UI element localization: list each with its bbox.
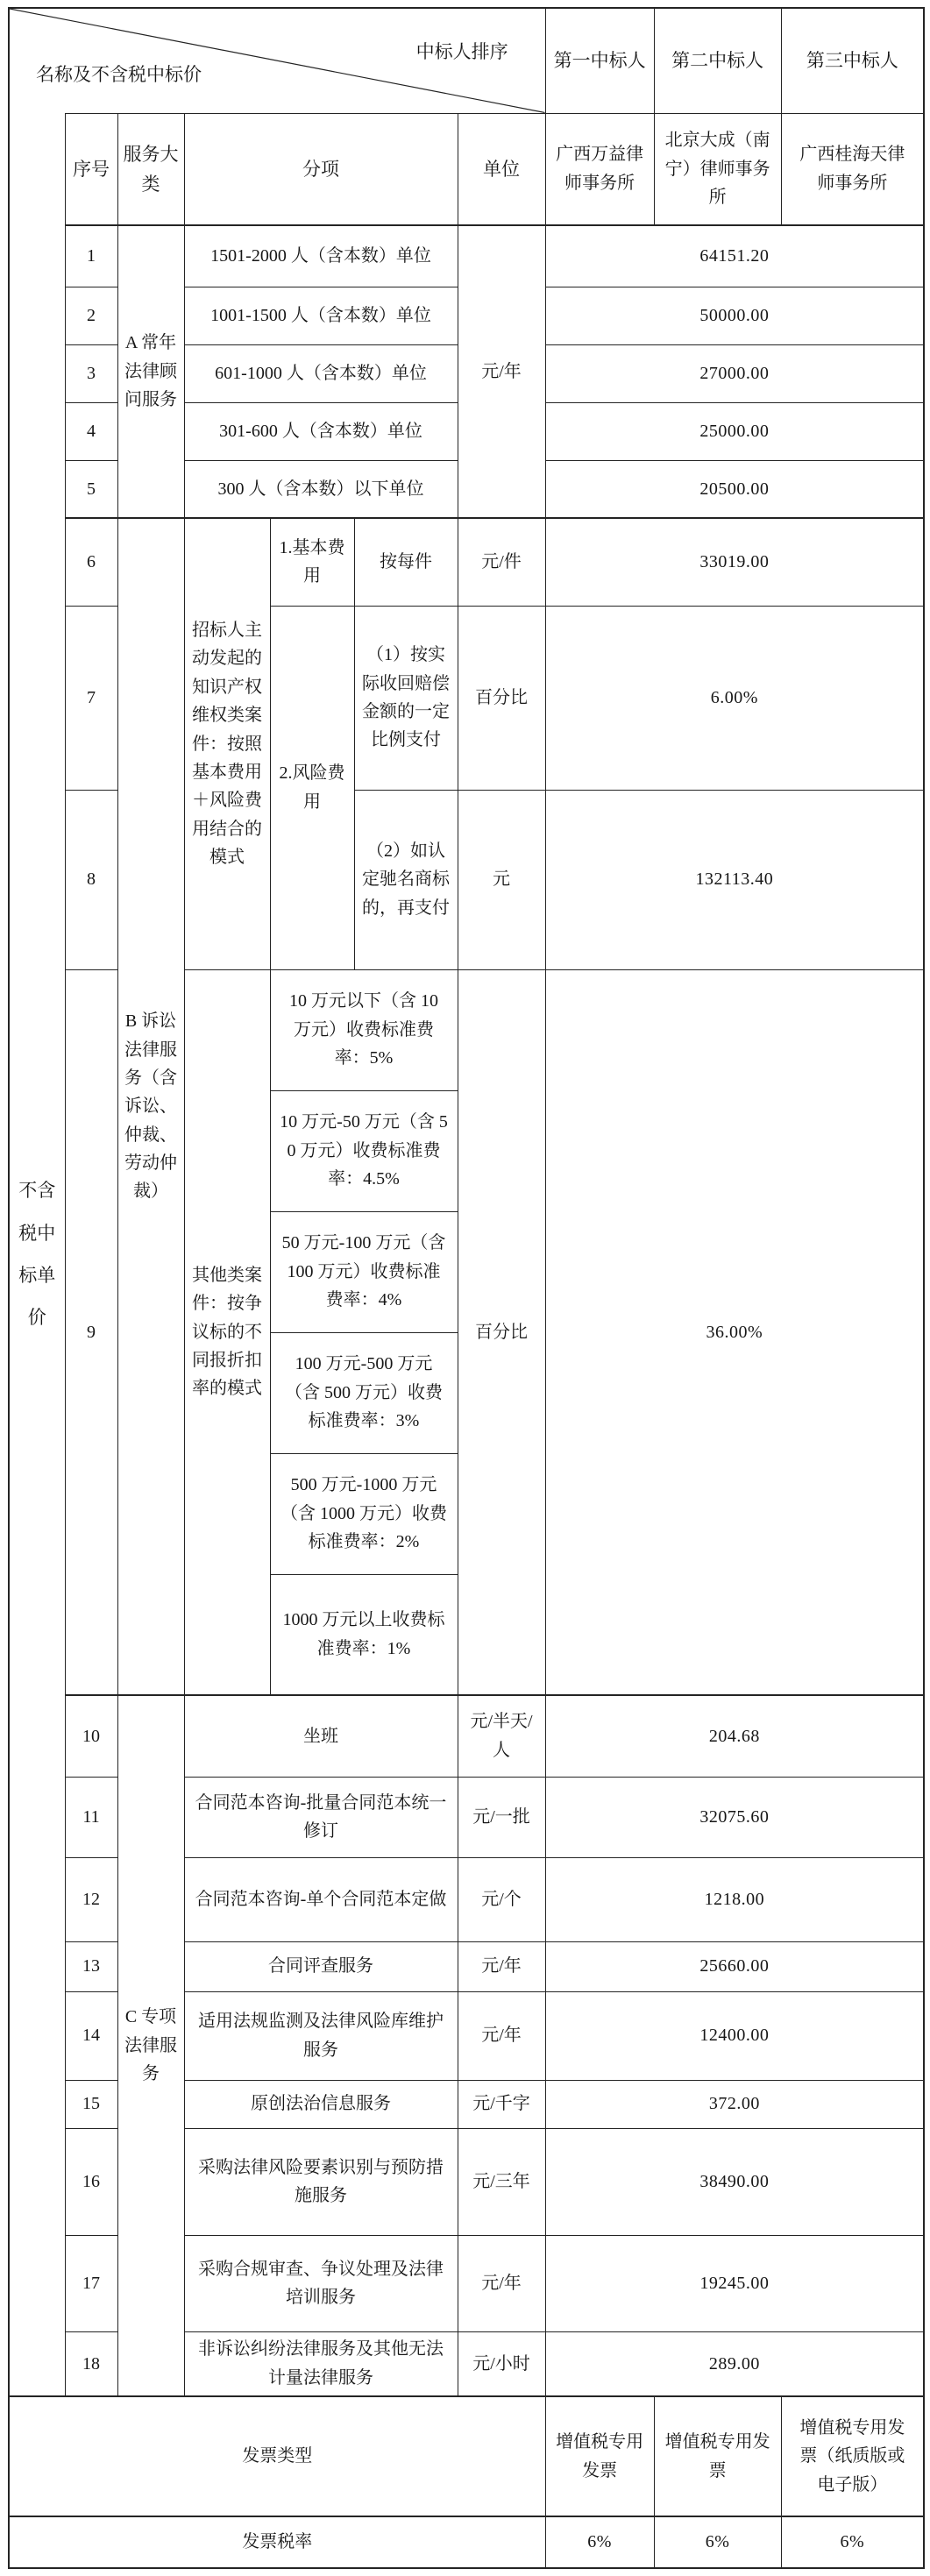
tier-cell: 50 万元-100 万元（含 100 万元）收费标准费率：4% bbox=[270, 1211, 458, 1332]
corner-label-bidder-rank: 中标人排序 bbox=[415, 41, 508, 62]
category-c-cell: C 专项法律服务 bbox=[117, 1695, 184, 2396]
col-header-serial: 序号 bbox=[65, 113, 117, 225]
unit-cell: 百分比 bbox=[458, 606, 545, 790]
serial-cell: 17 bbox=[65, 2235, 117, 2331]
bidder-name-first: 广西万益律师事务所 bbox=[545, 113, 654, 225]
value-cell: 289.00 bbox=[545, 2331, 924, 2396]
value-cell: 20500.00 bbox=[545, 460, 924, 518]
value-cell: 19245.00 bbox=[545, 2235, 924, 2331]
fee-group-cell: 其他类案件：按争议标的不同报折扣率的模式 bbox=[184, 969, 270, 1695]
value-cell: 1218.00 bbox=[545, 1857, 924, 1941]
bidder-name-second: 北京大成（南宁）律师事务所 bbox=[654, 113, 781, 225]
item-cell: 采购合规审查、争议处理及法律培训服务 bbox=[184, 2235, 458, 2331]
fee-detail-cell: 按每件 bbox=[354, 518, 458, 606]
serial-cell: 1 bbox=[65, 225, 117, 287]
serial-cell: 18 bbox=[65, 2331, 117, 2396]
fee-group-cell: 招标人主动发起的知识产权维权类案件：按照基本费用＋风险费用结合的模式 bbox=[184, 518, 270, 969]
rank-col-first: 第一中标人 bbox=[545, 8, 654, 113]
item-cell: 601-1000 人（含本数）单位 bbox=[184, 344, 458, 402]
row-10 bbox=[9, 1695, 924, 1777]
item-cell: 合同评查服务 bbox=[184, 1941, 458, 1991]
invoice-type-third: 增值税专用发票（纸质版或电子版） bbox=[781, 2396, 924, 2516]
item-cell: 适用法规监测及法律风险库维护服务 bbox=[184, 1991, 458, 2080]
value-cell: 25660.00 bbox=[545, 1941, 924, 1991]
corner-header-cell bbox=[9, 8, 545, 113]
item-cell: 1001-1500 人（含本数）单位 bbox=[184, 287, 458, 344]
category-b-cell: B 诉讼法律服务（含诉讼、仲裁、劳动仲裁） bbox=[117, 518, 184, 1695]
serial-cell: 5 bbox=[65, 460, 117, 518]
value-cell: 64151.20 bbox=[545, 225, 924, 287]
item-cell: 坐班 bbox=[184, 1695, 458, 1777]
value-cell: 12400.00 bbox=[545, 1991, 924, 2080]
value-cell: 33019.00 bbox=[545, 518, 924, 606]
serial-cell: 4 bbox=[65, 402, 117, 460]
unit-cell: 元/小时 bbox=[458, 2331, 545, 2396]
item-cell: 非诉讼纠纷法律服务及其他无法计量法律服务 bbox=[184, 2331, 458, 2396]
item-cell: 300 人（含本数）以下单位 bbox=[184, 460, 458, 518]
rank-col-third: 第三中标人 bbox=[781, 8, 924, 113]
side-label-unit-price: 不含税中标单价 bbox=[9, 113, 65, 2396]
item-cell: 采购法律风险要素识别与预防措施服务 bbox=[184, 2128, 458, 2235]
header-columns-row bbox=[9, 113, 924, 225]
unit-cell: 元/三年 bbox=[458, 2128, 545, 2235]
serial-cell: 12 bbox=[65, 1857, 117, 1941]
rank-col-second: 第二中标人 bbox=[654, 8, 781, 113]
value-cell: 32075.60 bbox=[545, 1777, 924, 1857]
unit-cell: 元/年 bbox=[458, 225, 545, 518]
serial-cell: 16 bbox=[65, 2128, 117, 2235]
col-header-category: 服务大类 bbox=[117, 113, 184, 225]
serial-cell: 7 bbox=[65, 606, 117, 790]
category-a-cell: A 常年法律顾问服务 bbox=[117, 225, 184, 518]
serial-cell: 13 bbox=[65, 1941, 117, 1991]
value-cell: 27000.00 bbox=[545, 344, 924, 402]
invoice-rate-row bbox=[9, 2516, 924, 2568]
unit-cell: 元 bbox=[458, 790, 545, 969]
tier-cell: 100 万元-500 万元（含 500 万元）收费标准费率：3% bbox=[270, 1332, 458, 1453]
invoice-rate-label: 发票税率 bbox=[9, 2516, 545, 2568]
fee-type-cell: 1.基本费用 bbox=[270, 518, 354, 606]
invoice-rate-second: 6% bbox=[654, 2516, 781, 2568]
item-cell: 合同范本咨询-单个合同范本定做 bbox=[184, 1857, 458, 1941]
value-cell: 36.00% bbox=[545, 969, 924, 1695]
invoice-rate-first: 6% bbox=[545, 2516, 654, 2568]
invoice-rate-third: 6% bbox=[781, 2516, 924, 2568]
value-cell: 38490.00 bbox=[545, 2128, 924, 2235]
corner-label-name-price: 名称及不含税中标价 bbox=[36, 64, 202, 86]
unit-cell: 百分比 bbox=[458, 969, 545, 1695]
serial-cell: 14 bbox=[65, 1991, 117, 2080]
row-1 bbox=[9, 225, 924, 287]
invoice-type-second: 增值税专用发票 bbox=[654, 2396, 781, 2516]
unit-cell: 元/年 bbox=[458, 1941, 545, 1991]
unit-cell: 元/一批 bbox=[458, 1777, 545, 1857]
value-cell: 204.68 bbox=[545, 1695, 924, 1777]
unit-cell: 元/年 bbox=[458, 1991, 545, 2080]
serial-cell: 3 bbox=[65, 344, 117, 402]
value-cell: 25000.00 bbox=[545, 402, 924, 460]
invoice-type-row bbox=[9, 2396, 924, 2516]
col-header-item: 分项 bbox=[184, 113, 458, 225]
unit-cell: 元/年 bbox=[458, 2235, 545, 2331]
item-cell: 合同范本咨询-批量合同范本统一修订 bbox=[184, 1777, 458, 1857]
col-header-unit: 单位 bbox=[458, 113, 545, 225]
unit-cell: 元/千字 bbox=[458, 2080, 545, 2128]
bidder-name-third: 广西桂海天律师事务所 bbox=[781, 113, 924, 225]
item-cell: 301-600 人（含本数）单位 bbox=[184, 402, 458, 460]
tier-cell: 10 万元以下（含 10 万元）收费标准费率：5% bbox=[270, 969, 458, 1090]
value-cell: 132113.40 bbox=[545, 790, 924, 969]
serial-cell: 9 bbox=[65, 969, 117, 1695]
unit-cell: 元/件 bbox=[458, 518, 545, 606]
unit-cell: 元/半天/人 bbox=[458, 1695, 545, 1777]
serial-cell: 6 bbox=[65, 518, 117, 606]
fee-detail-cell: （1）按实际收回赔偿金额的一定比例支付 bbox=[354, 606, 458, 790]
serial-cell: 11 bbox=[65, 1777, 117, 1857]
fee-detail-cell: （2）如认定驰名商标的，再支付 bbox=[354, 790, 458, 969]
tier-cell: 10 万元-50 万元（含 50 万元）收费标准费率：4.5% bbox=[270, 1090, 458, 1211]
header-rank-row bbox=[9, 8, 924, 113]
value-cell: 372.00 bbox=[545, 2080, 924, 2128]
serial-cell: 10 bbox=[65, 1695, 117, 1777]
invoice-type-label: 发票类型 bbox=[9, 2396, 545, 2516]
tier-cell: 1000 万元以上收费标准费率：1% bbox=[270, 1574, 458, 1695]
serial-cell: 8 bbox=[65, 790, 117, 969]
item-cell: 原创法治信息服务 bbox=[184, 2080, 458, 2128]
fee-type-cell: 2.风险费用 bbox=[270, 606, 354, 969]
row-6 bbox=[9, 518, 924, 606]
value-cell: 50000.00 bbox=[545, 287, 924, 344]
value-cell: 6.00% bbox=[545, 606, 924, 790]
serial-cell: 15 bbox=[65, 2080, 117, 2128]
item-cell: 1501-2000 人（含本数）单位 bbox=[184, 225, 458, 287]
unit-cell: 元/个 bbox=[458, 1857, 545, 1941]
invoice-type-first: 增值税专用发票 bbox=[545, 2396, 654, 2516]
serial-cell: 2 bbox=[65, 287, 117, 344]
tier-cell: 500 万元-1000 万元（含 1000 万元）收费标准费率：2% bbox=[270, 1453, 458, 1574]
bid-results-table bbox=[8, 7, 925, 2569]
